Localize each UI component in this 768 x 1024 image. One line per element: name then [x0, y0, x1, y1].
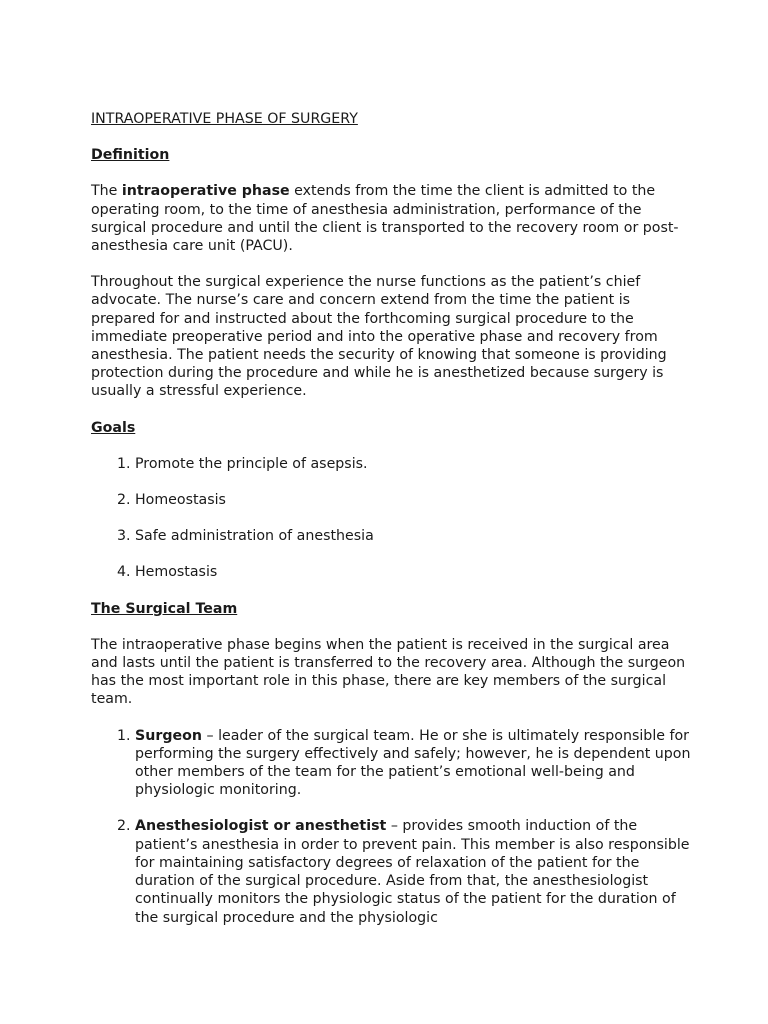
goal-item: 1. Promote the principle of asepsis.: [135, 455, 691, 473]
goals-heading: Goals: [91, 419, 136, 436]
document-title: INTRAOPERATIVE PHASE OF SURGERY: [91, 111, 358, 127]
goals-list: [91, 455, 691, 582]
definition-paragraph-1: [91, 182, 691, 255]
team-member-description: – provides smooth induction of the patient’s anesthesia in order to prevent pain. This member is also responsible for maintaining satisfactory degrees of relaxation of the patient for the duration of the surgical procedure. Aside from that, the anesthesiologist continually monitors the physiologic status of the patient for the duration of the surgical procedure and the physiologic: [135, 818, 690, 926]
team-member-description: – leader of the surgical team. He or she is ultimately responsible for performing the surgery effectively and safely; however, he is dependent upon other members of the team for the patient’s emotional well-being and physiologic monitoring.: [135, 727, 691, 799]
goal-item: 2. Homeostasis: [135, 491, 691, 509]
definition-p1-rest: extends from the time the client is admitted to the operating room, to the time of anesthesia administration, performance of the surgical procedure and until the client is transported to the recovery room or post-anesthesia care unit (PACU).: [91, 183, 679, 255]
definition-paragraph-2: Throughout the surgical experience the nurse functions as the patient’s chief advocate. The nurse’s care and concern extend from the time the patient is prepared for and instructed about the forthcoming surgical procedure to the immediate preoperative period and into the operative phase and recovery from anesthesia. The patient needs the security of knowing that someone is providing protection during the procedure and while he is anesthetized because surgery is usually a stressful experience.: [91, 274, 667, 400]
goal-item: 3. Safe administration of anesthesia: [135, 527, 691, 545]
team-member-name: Surgeon: [135, 727, 202, 744]
document-page: [91, 110, 691, 945]
team-member-name: Anesthesiologist or anesthetist: [135, 818, 387, 835]
definition-p1-lead: The: [91, 183, 122, 200]
surgical-team-heading: The Surgical Team: [91, 600, 238, 617]
team-member-item: [135, 817, 691, 926]
definition-p1-term: intraoperative phase: [121, 183, 290, 200]
definition-heading: Definition: [91, 147, 170, 164]
surgical-team-list: [91, 727, 691, 927]
team-member-item: [135, 727, 691, 800]
goal-item: 4. Hemostasis: [135, 563, 691, 581]
surgical-team-intro: The intraoperative phase begins when the patient is received in the surgical area and lasts until the patient is transferred to the recovery area. Although the surgeon has the most important role in this phase, there are key members of the surgical team.: [91, 636, 686, 708]
